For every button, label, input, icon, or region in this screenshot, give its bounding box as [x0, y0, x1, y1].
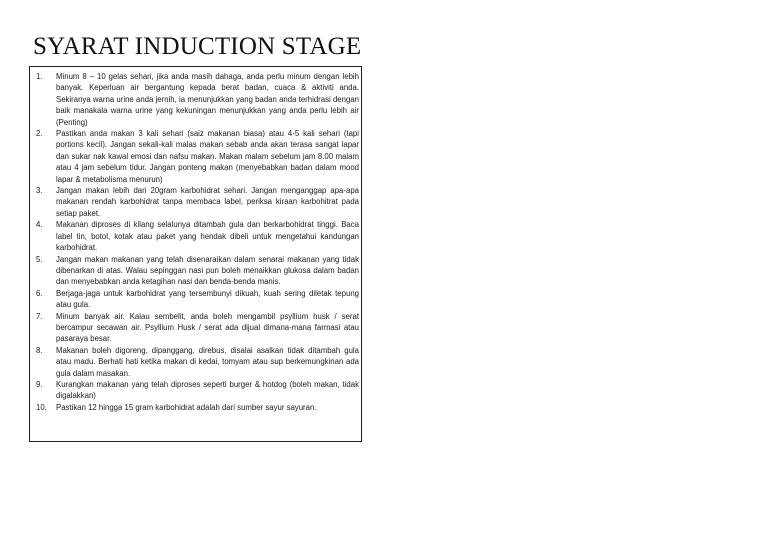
list-item [34, 345, 359, 379]
item-number: 3. [36, 186, 43, 196]
list-item [34, 379, 359, 402]
list-item [34, 288, 359, 311]
item-number: 8. [36, 345, 43, 355]
item-text: Berjaga-jaga untuk karbohidrat yang tersembunyi dikuah, kuah sering diletak tepung atau gula. [56, 288, 359, 310]
item-number: 5. [36, 254, 43, 264]
item-text: Jangan makan makanan yang telah disenaraikan dalam senarai makanan yang tidak dibenarkan di atas. Walau sepinggan nasi pun boleh menaikkan glukosa dalam badan dan menyebabkan anda ketagihan nasi dan benda-benda manis. [56, 254, 359, 287]
item-text: Kurangkan makanan yang telah diproses seperti burger & hotdog (boleh makan, tidak digalakkan) [56, 379, 359, 401]
list-item [34, 311, 359, 345]
item-text: Makanan diproses di kilang selalunya ditambah gula dan berkarbohidrat tinggi. Baca label tin, botol, kotak atau paket yang hendak dibeli untuk mengetahui kandungan karbohidrat. [56, 220, 359, 253]
item-number: 9. [36, 379, 43, 389]
list-item [34, 219, 359, 253]
rules-list [34, 71, 359, 413]
list-item [34, 254, 359, 288]
item-text: Minum banyak air. Kalau sembelit, anda boleh mengambil psyllium husk / serat bercampur secawan air. Psyllium Husk / serat ada dijual dimana-mana farmasi atau pasaraya besar. [56, 311, 359, 344]
item-text: Minum 8 – 10 gelas sehari, jika anda masih dahaga, anda perlu minum dengan lebih banyak. Keperluan air bergantung kepada berat badan, cuaca & aktiviti anda. Sekiranya warna urine anda jernih, ia menunjukkan yang badan anda terhidrasi dengan baik manakala warna urine yang kekuningan menunjukkan yang anda perlu lebih air (Penting) [56, 72, 359, 127]
item-text: Pastikan anda makan 3 kali sehari (saiz makanan biasa) atau 4-5 kali sehari (tapi portions kecil). Jangan sekali-kali malas makan sebab anda akan terasa sangat lapar dan sukar nak kawal emosi dan nafsu makan. Makan malam sebelum jam 8.00 malam atau 4 jam sebelum tidur. Jangan ponteng makan (menyebabkan badan dalam mood lapar & metabolisma menurun) [56, 129, 359, 184]
rules-box [29, 66, 362, 442]
item-number: 7. [36, 311, 43, 321]
item-text: Jangan makan lebih dari 20gram karbohidrat sehari. Jangan menganggap apa-apa makanan rendah karbohidrat tanpa membaca label, periksa kiraan karbohitrat pada setiap paket. [56, 186, 359, 218]
list-item [34, 71, 359, 128]
list-item [34, 402, 359, 413]
page-title: SYARAT INDUCTION STAGE [33, 33, 362, 60]
item-number: 1. [36, 72, 43, 81]
item-number: 4. [36, 220, 43, 230]
list-item [34, 185, 359, 219]
item-number: 10. [36, 402, 47, 412]
item-number: 2. [36, 129, 43, 139]
list-item [34, 128, 359, 185]
item-number: 6. [36, 288, 43, 298]
item-text: Pastikan 12 hingga 15 gram karbohidrat adalah dari sumber sayur sayuran. [56, 402, 317, 412]
item-text: Makanan boleh digoreng, dipanggang, direbus, disalai asalkan tidak ditambah gula atau madu. Berhati hati ketika makan di kedai, tomyam atau sup berkemungkinan ada gula dalam masakan. [56, 345, 359, 378]
